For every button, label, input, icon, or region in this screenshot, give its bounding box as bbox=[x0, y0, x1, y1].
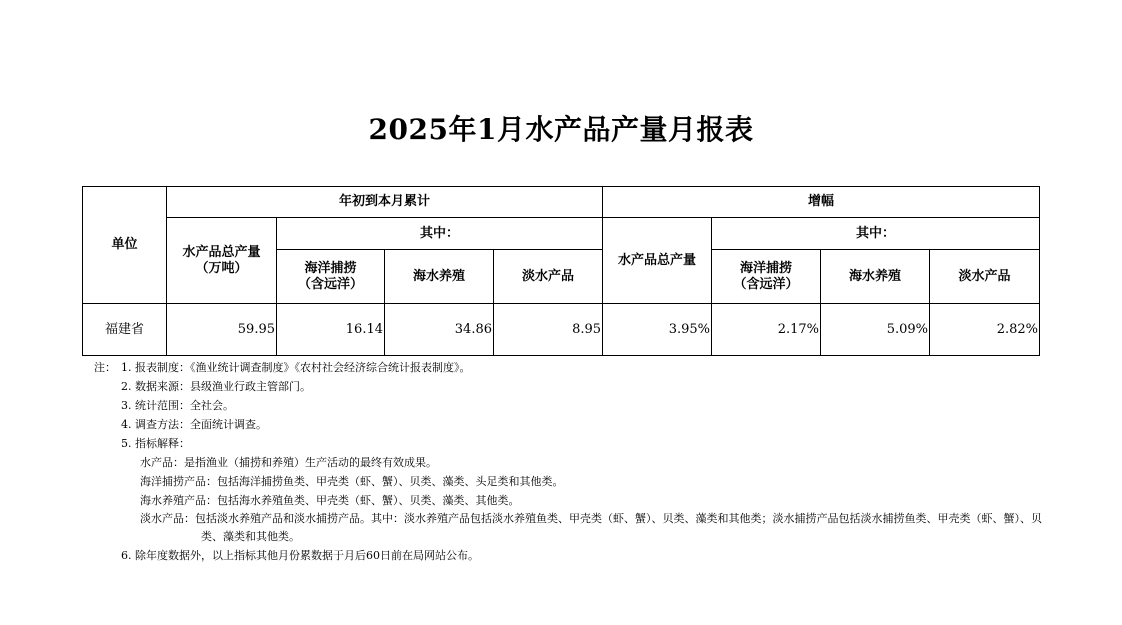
header-growth-freshwater: 淡水产品 bbox=[930, 250, 1040, 304]
header-marine-catch-label: 海洋捕捞 bbox=[304, 260, 357, 276]
cell-growth-total: 3.95% bbox=[603, 304, 712, 356]
notes-prefix: 注： bbox=[94, 361, 116, 374]
header-growth-mariculture: 海水养殖 bbox=[821, 250, 930, 304]
header-unit: 单位 bbox=[83, 187, 167, 304]
header-growth-total: 水产品总产量 bbox=[603, 218, 712, 304]
cell-growth-marine-catch: 2.17% bbox=[712, 304, 821, 356]
definition-item: 海洋捕捞产品：包括海洋捕捞鱼类、甲壳类（虾、蟹）、贝类、藻类、头足类和其他类。 bbox=[140, 475, 564, 488]
header-growth-marine-catch bbox=[712, 250, 821, 304]
header-total-output bbox=[167, 218, 277, 304]
header-freshwater: 淡水产品 bbox=[494, 250, 603, 304]
definition-item: 水产品：是指渔业（捕捞和养殖）生产活动的最终有效成果。 bbox=[140, 456, 437, 469]
definition-item: 淡水产品：包括淡水养殖产品和淡水捕捞产品。其中：淡水养殖产品包括淡水养殖鱼类、甲壳类（虾、蟹）、贝类、藻类和其他类；淡水捕捞产品包括淡水捕捞鱼类、甲壳类（虾、蟹）、贝类、藻类和其他类。 bbox=[140, 512, 1042, 543]
header-marine-catch bbox=[277, 250, 385, 304]
cell-freshwater: 8.95 bbox=[494, 304, 603, 356]
header-mariculture: 海水养殖 bbox=[385, 250, 494, 304]
header-growth-marine-catch-label: 海洋捕捞 bbox=[740, 260, 793, 276]
definition-item: 海水养殖产品：包括海水养殖鱼类、甲壳类（虾、蟹）、贝类、藻类、其他类。 bbox=[140, 494, 520, 507]
note-item: 6. 除年度数据外，以上指标其他月份累数据于月后60日前在局网站公布。 bbox=[121, 549, 479, 562]
cell-mariculture: 34.86 bbox=[385, 304, 494, 356]
header-growth-of-which: 其中： bbox=[712, 218, 1040, 250]
note-item: 2. 数据来源：县级渔业行政主管部门。 bbox=[121, 380, 311, 393]
note-item: 5. 指标解释： bbox=[121, 437, 190, 450]
cell-region: 福建省 bbox=[83, 304, 167, 356]
cell-growth-mariculture: 5.09% bbox=[821, 304, 930, 356]
header-growth-marine-catch-note: （含远洋） bbox=[733, 276, 799, 292]
note-item: 4. 调查方法：全面统计调查。 bbox=[121, 418, 267, 431]
header-total-output-unit: （万吨） bbox=[195, 260, 248, 276]
note-item: 3. 统计范围：全社会。 bbox=[121, 399, 234, 412]
cell-growth-freshwater: 2.82% bbox=[930, 304, 1040, 356]
note-item bbox=[94, 358, 1054, 377]
note-text: 1. 报表制度：《渔业统计调查制度》《农村社会经济综合统计报表制度》。 bbox=[121, 361, 471, 374]
header-marine-catch-note: （含远洋） bbox=[297, 276, 363, 292]
cell-marine-catch: 16.14 bbox=[277, 304, 385, 356]
header-growth: 增幅 bbox=[603, 187, 1040, 218]
cell-total: 59.95 bbox=[167, 304, 277, 356]
notes-section bbox=[94, 358, 1054, 565]
output-table bbox=[82, 186, 1040, 356]
table-row bbox=[83, 304, 1040, 356]
report-title: 2025年1月水产品产量月报表 bbox=[368, 113, 754, 146]
header-cumulative: 年初到本月累计 bbox=[167, 187, 603, 218]
header-total-output-label: 水产品总产量 bbox=[182, 244, 261, 260]
header-of-which: 其中： bbox=[277, 218, 603, 250]
